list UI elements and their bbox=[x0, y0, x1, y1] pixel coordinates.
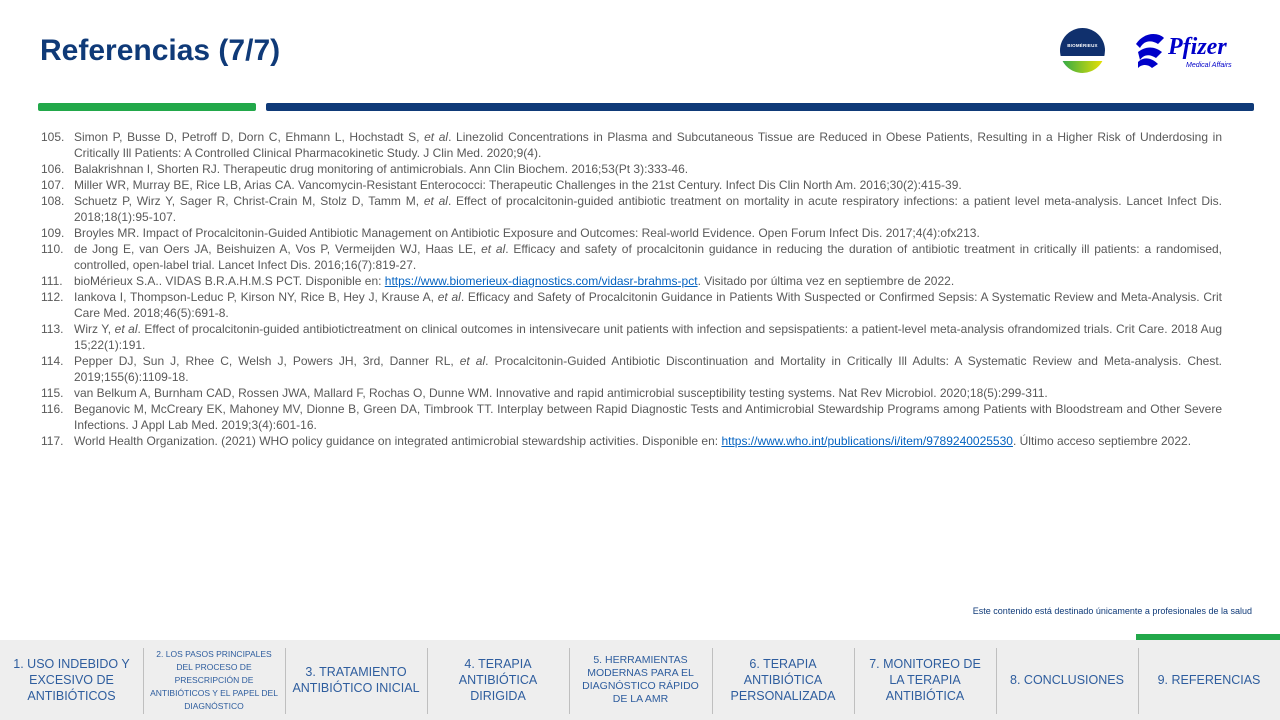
reference-number: 114. bbox=[41, 354, 64, 368]
reference-et-al: et al bbox=[424, 130, 449, 144]
reference-et-al: et al bbox=[114, 322, 138, 336]
reference-text: Wirz Y, bbox=[74, 322, 115, 336]
reference-number: 109. bbox=[41, 226, 65, 240]
reference-text: Broyles MR. Impact of Procalcitonin-Guided Antibiotic Management on Antibiotic Exposure and Outcomes: Real-world Evidence. Open Forum Infect Dis. 2017;4(4):ofx213. bbox=[74, 226, 980, 240]
reference-text: . Visitado por última vez en septiembre de 2022. bbox=[697, 274, 955, 288]
reference-item bbox=[38, 177, 1222, 193]
reference-number: 105. bbox=[41, 130, 65, 144]
reference-link[interactable]: https://www.biomerieux-diagnostics.com/vidasr-brahms-pct bbox=[384, 274, 698, 288]
reference-item bbox=[38, 401, 1222, 433]
reference-et-al: et al bbox=[437, 290, 461, 304]
reference-number: 116. bbox=[41, 402, 64, 416]
reference-text: Simon P, Busse D, Petroff D, Dorn C, Ehmann L, Hochstadt S, bbox=[74, 130, 425, 144]
reference-item bbox=[38, 385, 1222, 401]
header-divider-green bbox=[38, 103, 256, 111]
reference-item bbox=[38, 321, 1222, 353]
biomerieux-logo bbox=[1060, 28, 1105, 73]
reference-item bbox=[38, 289, 1222, 321]
nav-tab-9[interactable]: 9. REFERENCIAS bbox=[1138, 640, 1280, 720]
section-nav bbox=[0, 640, 1280, 720]
nav-tab-4[interactable]: 4. TERAPIA ANTIBIÓTICA DIRIGIDA bbox=[427, 640, 569, 720]
reference-et-al: et al bbox=[423, 194, 448, 208]
reference-text: Miller WR, Murray BE, Rice LB, Arias CA. Vancomycin-Resistant Enterococci: Therapeutic Challenges in the 21st Century. Infect Dis Clin North Am. 2016;30(2):415-39. bbox=[74, 178, 962, 192]
pfizer-helix-icon bbox=[1132, 30, 1168, 70]
reference-text: . Effect of procalcitonin-guided antibiotictreatment on clinical outcomes in intensivecare unit patients with infection and sepsispatients: a patient-level meta-analysis ofrandomized trials. Crit Care. 2018 Aug 15;22(1):191. bbox=[74, 322, 1222, 352]
reference-item bbox=[38, 433, 1222, 449]
reference-et-al: et al bbox=[459, 354, 486, 368]
reference-text: . Linezolid Concentrations in Plasma and Subcutaneous Tissue are Reduced in Obese Patients, Resulting in a Higher Risk of Underdosing in Critically Ill Patients: A Controlled Clinical Pharmacokinetic Study. J Clin Med. 2020;9(4). bbox=[74, 130, 1222, 160]
nav-tab-1[interactable]: 1. USO INDEBIDO Y EXCESIVO DE ANTIBIÓTICOS bbox=[13, 657, 130, 703]
reference-item bbox=[38, 129, 1222, 161]
reference-text: . Efficacy and safety of procalcitonin guidance in reducing the duration of antibiotic treatment in critically ill patients: a randomised, controlled, open-label trial. Lancet Infect Dis. 2016;16(7):819-27. bbox=[74, 242, 1223, 272]
reference-text: . Efficacy and Safety of Procalcitonin Guidance in Patients With Suspected or Confirmed Sepsis: A Systematic Review and Meta-Analysis. Crit Care Med. 2018;46(5):691-8. bbox=[74, 290, 1222, 320]
reference-item bbox=[38, 225, 1222, 241]
reference-list bbox=[38, 129, 1222, 449]
reference-number: 111. bbox=[41, 274, 63, 288]
reference-number: 115. bbox=[41, 386, 64, 400]
nav-tab-2[interactable]: 2. LOS PASOS PRINCIPALES DEL PROCESO DE PRESCRIPCIÓN DE ANTIBIÓTICOS Y EL PAPEL DEL DIAGNÓSTICO bbox=[143, 640, 285, 720]
reference-text: Iankova I, Thompson-Leduc P, Kirson NY, Rice B, Hey J, Krause A, bbox=[74, 290, 438, 304]
reference-number: 113. bbox=[41, 322, 64, 336]
reference-text: de Jong E, van Oers JA, Beishuizen A, Vos P, Vermeijden WJ, Haas LE, bbox=[74, 242, 482, 256]
header-divider-blue bbox=[266, 103, 1254, 111]
nav-tab-6[interactable]: 6. TERAPIA ANTIBIÓTICA PERSONALIZADA bbox=[712, 640, 854, 720]
disclaimer: Este contenido está destinado únicamente a profesionales de la salud bbox=[972, 606, 1252, 616]
reference-item bbox=[38, 353, 1222, 385]
reference-text: . Procalcitonin-Guided Antibiotic Discontinuation and Mortality in Critically Ill Adults: A Systematic Review and Meta-analysis. Chest. 2019;155(6):1109-18. bbox=[74, 354, 1223, 384]
page-title: Referencias (7/7) bbox=[40, 34, 281, 67]
nav-tab-3[interactable]: 3. TRATAMIENTO ANTIBIÓTICO INICIAL bbox=[285, 640, 427, 720]
reference-number: 107. bbox=[41, 178, 65, 192]
reference-text: bioMérieux S.A.. VIDAS B.R.A.H.M.S PCT. Disponible en: bbox=[74, 274, 385, 288]
reference-number: 117. bbox=[41, 434, 64, 448]
nav-tab-5[interactable]: 5. HERRAMIENTAS MODERNAS PARA EL DIAGNÓSTICO RÁPIDO DE LA AMR bbox=[569, 640, 712, 720]
reference-number: 106. bbox=[41, 162, 65, 176]
nav-tab-8[interactable]: 8. CONCLUSIONES bbox=[996, 640, 1138, 720]
reference-text: Pepper DJ, Sun J, Rhee C, Welsh J, Powers JH, 3rd, Danner RL, bbox=[74, 354, 460, 368]
reference-link[interactable]: https://www.who.int/publications/i/item/9789240025530 bbox=[721, 434, 1013, 448]
reference-number: 108. bbox=[41, 194, 65, 208]
reference-text: Schuetz P, Wirz Y, Sager R, Christ-Crain M, Stolz D, Tamm M, bbox=[74, 194, 424, 208]
reference-number: 110. bbox=[41, 242, 64, 256]
reference-text: van Belkum A, Burnham CAD, Rossen JWA, Mallard F, Rochas O, Dunne WM. Innovative and rapid antimicrobial susceptibility testing systems. Nat Rev Microbiol. 2020;18(5):299-311. bbox=[74, 386, 1048, 400]
reference-text: . Effect of procalcitonin-guided antibiotic treatment on mortality in acute respiratory infections: a patient level meta-analysis. Lancet Infect Dis. 2018;18(1):95-107. bbox=[74, 194, 1222, 224]
pfizer-logo-name: Pfizer bbox=[1168, 34, 1227, 60]
reference-text: Balakrishnan I, Shorten RJ. Therapeutic drug monitoring of antimicrobials. Ann Clin Biochem. 2016;53(Pt 3):333-46. bbox=[74, 162, 689, 176]
reference-item bbox=[38, 193, 1222, 225]
reference-et-al: et al bbox=[481, 242, 506, 256]
pfizer-logo bbox=[1132, 28, 1254, 76]
reference-text: Beganovic M, McCreary EK, Mahoney MV, Dionne B, Green DA, Timbrook TT. Interplay between Rapid Diagnostic Tests and Antimicrobial Stewardship Programs among Patients with Bloodstream and Other Severe Infections. J Appl Lab Med. 2019;3(4):601-16. bbox=[74, 402, 1222, 432]
nav-tab-7[interactable]: 7. MONITOREO DE LA TERAPIA ANTIBIÓTICA bbox=[854, 640, 996, 720]
reference-number: 112. bbox=[41, 290, 64, 304]
reference-text: World Health Organization. (2021) WHO policy guidance on integrated antimicrobial stewardship activities. Disponible en: bbox=[74, 434, 722, 448]
reference-text: . Último acceso septiembre 2022. bbox=[1012, 434, 1192, 448]
pfizer-logo-subtitle: Medical Affairs bbox=[1186, 62, 1232, 69]
reference-item bbox=[38, 161, 1222, 177]
reference-item bbox=[38, 241, 1222, 273]
biomerieux-logo-text: BIOMÉRIEUX bbox=[1067, 43, 1098, 48]
reference-item bbox=[38, 273, 1222, 289]
